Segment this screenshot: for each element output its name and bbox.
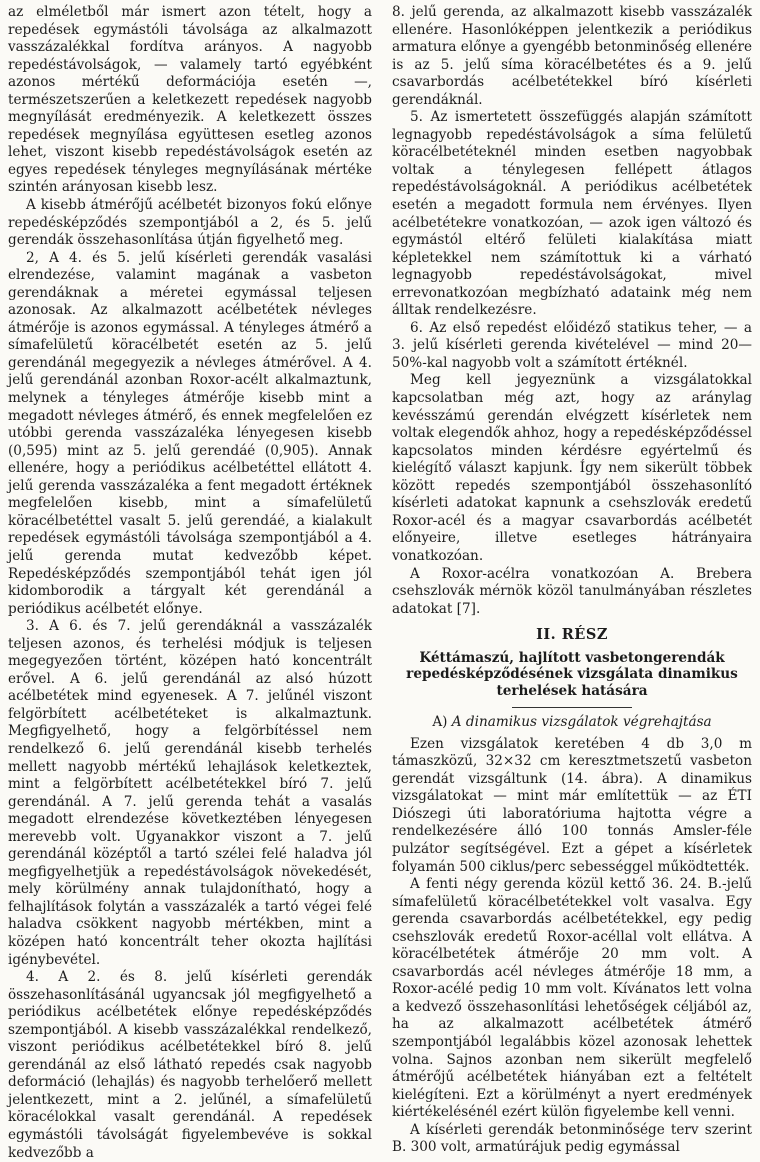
paragraph: 5. Az ismertetett összefüggés alapján számított legnagyobb repedéstávolságok a síma felületű köracélbetéteknél minden esetben nagyobbak voltak a ténylegesen fellépett átlagos repedéstávolságoknál. A periódikus acélbetétek esetén a megadott formula nem érvényes. Ilyen acélbetétekre vonatkozóan, — azok igen változó és egymástól eltérő felületi kialakítása miatt képletekkel nem számítottuk ki a várható legnagyobb repedéstávolságokat, mivel errevonatkozóan megbízható adataink még nem álltak rendelkezésre. — [392, 109, 752, 319]
paragraph: 3. A 6. és 7. jelű gerendáknál a vasszázalék teljesen azonos, és terhelési módjuk is teljesen megegyezően történt, középen ható koncentrált erővel. A 6. jelű gerendánál az alsó húzott acélbetétek mind egyenesek. A 7. jelűnél viszont felgörbített acélbetéteket is alkalmaztunk. Megfigyelhető, hogy a felgörbítéssel nem rendelkező 6. jelű gerendánál kisebb terhelés mellett nagyobb mértékű lehajlások keletkeztek, mint a felgörbített acélbetétekkel bíró 7. jelű gerendánál. A 7. jelű gerenda tehát a vasalás megadott elrendezése következtében lényegesen merevebb volt. Ugyanakkor viszont a 7. jelű gerendánál középtől a tartó szélei felé haladva jól megfigyelhetjük a repedéstávolságok növekedését, mely körülmény annak tulajdonítható, hogy a felhajlítások folytán a vasszázalék a tartó végei felé haladva csökkent nagyobb mértékben, mint a középen ható koncentrált teher okozta hajlítási igénybevétel. — [8, 618, 372, 968]
paragraph: az elméletből már ismert azon tételt, hogy a repedések egymástóli távolsága az alkalmazott vasszázalékkal fordítva arányos. A nagyobb repedéstávolságok, — valamely tartó egyébként azonos mértékű deformációja esetén —, természetszerűen a keletkezett repedések nagyobb megnyílását eredményezik. A keletkezett összes repedések megnyílása együttesen esetleg azonos lehet, viszont kisebb repedéstávolságok esetén az egyes repedések tényleges megnyílásának mértéke szintén arányosan kisebb lesz. — [8, 4, 372, 196]
paragraph: A kísérleti gerendák betonminősége terv szerint B. 300 volt, armatúrájuk pedig egymással — [392, 1121, 752, 1156]
right-column — [392, 4, 752, 1157]
subsection-title: A dinamikus vizsgálatok végrehajtása — [451, 714, 712, 731]
section-title: Kéttámaszú, hajlított vasbetongerendák repedésképződésének vizsgálata dinamikus terhelések hatására — [406, 649, 738, 699]
part-title: II. RÉSZ — [536, 626, 608, 644]
divider — [512, 707, 632, 708]
paragraph: 4. A 2. és 8. jelű kísérleti gerendák összehasonlításánál ugyancsak jól megfigyelhető a periódikus acélbetétek előnye repedésképződés szempontjából. A kisebb vasszázalékkal rendelkező, viszont periódikus acélbetétekkel bíró 8. jelű gerendánál az első látható repedés csak nagyobb deformáció (lehajlás) és nagyobb terhelőerő mellett jelentkezett, mint a 2. jelűnél, a símafelületű köracélokkal vasalt gerendánál. A repedések egymástóli távolságát figyelembevéve is sokkal kedvezőbb a — [8, 969, 372, 1161]
paragraph: 2, A 4. és 5. jelű kísérleti gerendák vasalási elrendezése, valamint magának a vasbeton gerendáknak a méretei egymással teljesen azonosak. Az alkalmazott acélbetétek névleges átmérője is azonos egymással. A tényleges átmérő a símafelületű köracélbetét esetén az 5. jelű gerendánál megegyezik a névleges átmérővel. A 4. jelű gerendánál azonban Roxor-acélt alkalmaztunk, melynek a tényleges átmérője kisebb mint a megadott névleges átmérő, és ennek megfelelően ez utóbbi gerenda vasszázaléka lényegesen kisebb (0,595) mint az 5. jelű gerendáé (0,905). Annak ellenére, hogy a periódikus acélbetéttel ellátott 4. jelű gerenda vasszázaléka a fent megadott értéknek megfelelően kisebb, mint a símafelületű köracélbetéttel vasalt 5. jelű gerendáé, a kialakult repedések egymástóli távolsága szempontjából a 4. jelű gerenda mutat kedvezőbb képet. Repedésképződés szempontjából tehát igen jól kidomborodik a tárgyalt két gerendánál a periódikus acélbetét előnye. — [8, 249, 372, 617]
paragraph: 6. Az első repedést előidéző statikus teher, — a 3. jelű kísérleti gerenda kivételével — mind 20—50%-kal nagyobb volt a számított értéknél. — [392, 319, 752, 371]
paragraph: Ezen vizsgálatok keretében 4 db 3,0 m támaszközű, 32×32 cm keresztmetszetű vasbeton gerendát vizsgáltunk (14. ábra). A dinamikus vizsgálatokat — mint már említettük — az ÉTI Diószegi úti laboratóriuma hajtotta végre a rendelkezésére álló 100 tonnás Amsler-féle pulzátor segítségével. Ezt a gépet a kísérletek folyamán 500 ciklus/perc sebességgel működtették. — [392, 735, 752, 875]
subsection-heading — [392, 714, 752, 732]
paragraph: 8. jelű gerenda, az alkalmazott kisebb vasszázalék ellenére. Hasonlóképpen jelentkezik a periódikus armatura előnye a gyengébb betonminőség ellenére is az 5. jelű síma köracélbetétes és a 9. jelű csavarbordás acélbetétekkel bíró kísérleti gerendáknál. — [392, 4, 752, 108]
paragraph: A fenti négy gerenda közül kettő 36. 24. B.-jelű símafelületű köracélbetétekkel volt vasalva. Egy gerenda csavarbordás acélbetétekkel, egy pedig csehszlovák eredetű Roxor-acéllal volt ellátva. A köracélbetétek átmérője 20 mm volt. A csavarbordás acél névleges átmérője 18 mm, a Roxor-acélé pedig 10 mm volt. Kívánatos lett volna a kedvező összehasonlítási lehetőségek céljából az, ha az alkalmazott acélbetétek átmérő szempontjából legalábbis közel azonosak lehettek volna. Sajnos azonban nem sikerült megfelelő átmérőjű acélbetétek hiányában ezt a feltételt kielégíteni. Ezt a körülményt a nyert eredmények kiértékelésénél ezért külön figyelembe kell venni. — [392, 876, 752, 1121]
paragraph: A kisebb átmérőjű acélbetét bizonyos fokú előnye repedésképződés szempontjából a 2, és 5. jelű gerendák összehasonlítása útján figyelhető meg. — [8, 197, 372, 249]
paragraph: A Roxor-acélra vonatkozóan A. Brebera csehszlovák mérnök közöl tanulmányában részletes adatokat [7]. — [392, 565, 752, 617]
left-column — [8, 4, 372, 1162]
paragraph: Meg kell jegyeznünk a vizsgálatokkal kapcsolatban még azt, hogy az aránylag kevésszámú gerendán elvégzett kísérletek nem voltak elegendők ahhoz, hogy a repedésképződéssel kapcsolatos minden kérdésre egyértelmű és kielégítő választ kapjunk. Így nem sikerült többek között repedés szempontjából összehasonlító kísérleti adatokat kapnunk a csehszlovák eredetű Roxor-acél és a magyar csavarbordás acélbetét előnyeire, illetve esetleges hátrányaira vonatkozóan. — [392, 372, 752, 564]
subsection-letter: A) — [432, 714, 448, 731]
